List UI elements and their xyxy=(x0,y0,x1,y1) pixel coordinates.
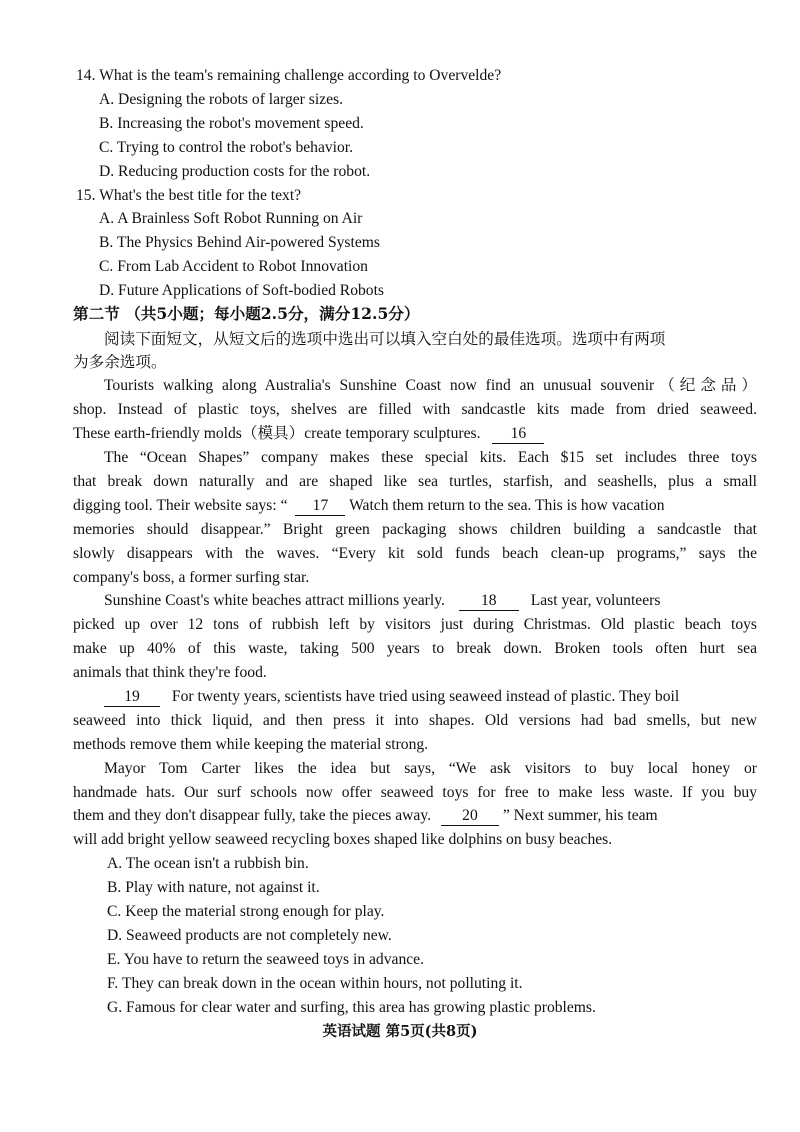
choice-d: D. Seaweed products are not completely new. xyxy=(107,927,392,944)
passage-p4-line2: seaweed into thick liquid, and then press it into shapes. Old versions had bad smells, but new xyxy=(73,712,757,729)
passage-p2-line4: memories should disappear.” Bright green packaging shows children building a sandcastle that xyxy=(73,521,757,538)
blank-16: 16 xyxy=(492,425,544,444)
question-14-stem: 14. What is the team's remaining challenge according to Overvelde? xyxy=(76,67,502,84)
passage-p1-line1: Tourists walking along Australia's Sunshine Coast now find an unusual souvenir（纪念品） xyxy=(104,377,757,394)
passage-p3-line3: make up 40% of this waste, taking 500 years to break down. Broken tools often hurt sea xyxy=(73,640,757,657)
section-instruction-line1: 阅读下面短文，从短文后的选项中选出可以填入空白处的最佳选项。选项中有两项 xyxy=(104,330,666,348)
choice-b: B. Play with nature, not against it. xyxy=(107,879,320,896)
passage-p5-line3-start: them and they don't disappear fully, take the pieces away. xyxy=(73,807,432,824)
passage-p5-line2: handmade hats. Our surf schools now offer seaweed toys for free to make less waste. If you buy xyxy=(73,784,757,801)
blank-19: 19 xyxy=(104,688,160,707)
q15-option-b: B. The Physics Behind Air-powered Systems xyxy=(99,234,380,251)
blank-20: 20 xyxy=(441,807,499,826)
passage-p5-line3 xyxy=(73,806,800,826)
passage-p2-line3-start: digging tool. Their website says: “ xyxy=(73,497,288,514)
q14-option-a: A. Designing the robots of larger sizes. xyxy=(99,91,343,108)
passage-p3-line4: animals that think they're food. xyxy=(73,664,267,681)
choice-g: G. Famous for clear water and surfing, this area has growing plastic problems. xyxy=(107,999,596,1016)
q14-option-b: B. Increasing the robot's movement speed. xyxy=(99,115,364,132)
choice-f: F. They can break down in the ocean within hours, not polluting it. xyxy=(107,975,523,992)
passage-p2-line6: company's boss, a former surfing star. xyxy=(73,569,310,586)
passage-p2-line3 xyxy=(73,496,800,516)
q14-option-d: D. Reducing production costs for the robot. xyxy=(99,163,371,180)
passage-p2-line3-end: Watch them return to the sea. This is how vacation xyxy=(349,497,665,514)
passage-p2-line1: The “Ocean Shapes” company makes these special kits. Each $15 set includes three toys xyxy=(104,449,757,466)
passage-p4-line1-text: For twenty years, scientists have tried using seaweed instead of plastic. They boil xyxy=(171,688,680,705)
q15-option-d: D. Future Applications of Soft-bodied Robots xyxy=(99,282,385,299)
page-footer: 英语试题 第5页(共8页) xyxy=(322,1023,478,1040)
passage-p4-line3: methods remove them while keeping the material strong. xyxy=(73,736,429,753)
q14-option-c: C. Trying to control the robot's behavior. xyxy=(99,139,354,156)
choice-a: A. The ocean isn't a rubbish bin. xyxy=(107,855,309,872)
section-heading: 第二节 （共5小题；每小题2.5分，满分12.5分） xyxy=(73,304,420,323)
passage-p3-line1-end: Last year, volunteers xyxy=(530,592,661,609)
blank-17: 17 xyxy=(295,497,345,516)
passage-p1-line2: shop. Instead of plastic toys, shelves are filled with sandcastle kits made from dried seaweed. xyxy=(73,401,757,418)
passage-p3-line2: picked up over 12 tons of rubbish left by visitors just during Christmas. Old plastic beach toys xyxy=(73,616,757,633)
passage-p5-line4: will add bright yellow seaweed recycling boxes shaped like dolphins on busy beaches. xyxy=(73,831,613,848)
choice-c: C. Keep the material strong enough for play. xyxy=(107,903,385,920)
passage-p5-line3-end: ” Next summer, his team xyxy=(502,807,658,824)
question-15-stem: 15. What's the best title for the text? xyxy=(76,187,302,204)
passage-p2-line2: that break down naturally and are shaped like sea turtles, starfish, and seashells, plus a small xyxy=(73,473,757,490)
passage-p1-line3 xyxy=(73,424,800,444)
section-instruction-line2: 为多余选项。 xyxy=(73,353,167,371)
q15-option-a: A. A Brainless Soft Robot Running on Air xyxy=(99,210,363,227)
q15-option-c: C. From Lab Accident to Robot Innovation xyxy=(99,258,368,275)
passage-p4-line1 xyxy=(104,687,800,707)
passage-p1-text: These earth-friendly molds（模具）create temporary sculptures. xyxy=(73,425,481,442)
passage-p5-line1: Mayor Tom Carter likes the idea but says, “We ask visitors to buy local honey or xyxy=(104,760,757,777)
passage-p3-line1-start: Sunshine Coast's white beaches attract millions yearly. xyxy=(104,592,445,609)
passage-p2-line5: slowly disappears with the waves. “Every kit sold funds beach clean-up programs,” says the xyxy=(73,545,757,562)
blank-18: 18 xyxy=(459,592,519,611)
choice-e: E. You have to return the seaweed toys in advance. xyxy=(107,951,424,968)
passage-p3-line1 xyxy=(104,591,800,611)
